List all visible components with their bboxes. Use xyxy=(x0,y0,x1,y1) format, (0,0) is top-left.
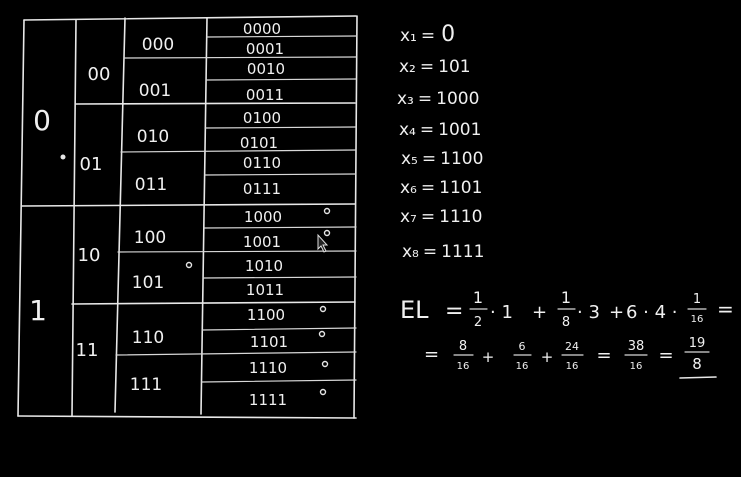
result-numerator: 19 xyxy=(688,336,706,351)
row-divider-level2-b xyxy=(72,302,355,304)
trailing-equals-sign: = xyxy=(717,297,734,321)
code-1110: 1110 xyxy=(248,359,288,377)
column-divider-3 xyxy=(201,18,207,414)
codeword-7: x₇ = 1110 xyxy=(400,207,483,227)
prefix-01: 01 xyxy=(79,154,103,175)
row-divider-level4-e xyxy=(204,227,356,228)
mouse-cursor-icon xyxy=(318,235,327,252)
code-0001: 0001 xyxy=(245,40,285,58)
row-divider-level2-a xyxy=(76,103,355,104)
column-divider-2 xyxy=(115,18,125,412)
row-divider-level1 xyxy=(22,204,355,206)
term3-numerator: 1 xyxy=(692,292,702,307)
prefix-00: 00 xyxy=(87,64,111,85)
code-0101: 0101 xyxy=(239,134,279,152)
code-1111: 1111 xyxy=(248,391,288,409)
prefix-101: 101 xyxy=(131,273,165,293)
table-top-border xyxy=(24,16,356,20)
row-divider-level3-c xyxy=(118,251,356,252)
mark-circle xyxy=(321,307,326,312)
row-divider-level4-f xyxy=(203,277,356,278)
code-1011: 1011 xyxy=(245,281,285,299)
first-bit-1: 1 xyxy=(29,294,47,327)
code-0110: 0110 xyxy=(242,154,282,172)
codeword-list xyxy=(397,22,484,262)
code-1000: 1000 xyxy=(243,208,283,226)
row-divider-level3-d xyxy=(116,352,356,355)
mark-circle xyxy=(187,263,192,268)
code-0111: 0111 xyxy=(242,180,282,198)
codeword-2: x₂ = 101 xyxy=(399,57,471,77)
fraction3-numerator: 24 xyxy=(565,340,579,353)
code-1001: 1001 xyxy=(242,233,282,251)
plus-sign: + xyxy=(532,302,548,323)
prefix-111: 111 xyxy=(129,375,163,395)
mark-circle xyxy=(325,209,330,214)
equation-lhs: EL xyxy=(400,296,429,324)
term3-prefix: 6 · 4 · xyxy=(626,302,678,323)
first-bit-0: 0 xyxy=(33,104,51,137)
code-column xyxy=(240,20,288,409)
term1-numerator: 1 xyxy=(472,288,484,307)
table-right-border xyxy=(354,16,357,418)
row-divider-level4-h xyxy=(202,380,356,382)
equals-sign: = xyxy=(445,299,464,324)
row-divider-level4-b xyxy=(206,79,356,80)
code-0010: 0010 xyxy=(246,60,286,78)
result-underline xyxy=(680,377,716,378)
prefix-100: 100 xyxy=(133,228,167,248)
equation-line-2 xyxy=(424,336,716,378)
prefix-11: 11 xyxy=(75,340,99,361)
fraction2-numerator: 6 xyxy=(518,340,526,353)
term2-denominator: 8 xyxy=(561,315,571,330)
code-1100: 1100 xyxy=(246,306,286,324)
fraction1-numerator: 8 xyxy=(458,339,468,354)
mark-dot xyxy=(61,155,66,160)
equals-sign: = xyxy=(658,345,674,366)
plus-sign: + xyxy=(540,348,554,366)
result-denominator: 8 xyxy=(692,355,702,373)
row-divider-level4-g xyxy=(202,328,356,330)
plus-sign: + xyxy=(609,302,625,323)
plus-sign: + xyxy=(481,348,495,366)
prefix-000: 000 xyxy=(141,35,175,55)
mark-circle xyxy=(323,362,328,367)
equals-sign: = xyxy=(596,345,612,366)
row-divider-level4-c xyxy=(205,127,356,128)
fraction3-denominator: 16 xyxy=(565,361,579,372)
row-divider-level3-a xyxy=(124,57,356,58)
leading-equals-sign: = xyxy=(424,344,440,365)
codeword-8: x₈ = 1111 xyxy=(402,242,485,262)
term3-denominator: 16 xyxy=(690,314,704,325)
row-divider-level4-a xyxy=(207,36,357,37)
chalk-marks xyxy=(61,155,330,395)
fraction2-denominator: 16 xyxy=(515,361,529,372)
code-0000: 0000 xyxy=(242,20,282,38)
codeword-4: x₄ = 1001 xyxy=(399,120,482,140)
code-1101: 1101 xyxy=(249,333,289,351)
mark-circle xyxy=(325,231,330,236)
code-0011: 0011 xyxy=(245,86,285,104)
fraction1-denominator: 16 xyxy=(456,361,470,372)
table-left-border xyxy=(18,20,24,416)
row-divider-level4-d xyxy=(205,174,356,175)
equation-line-1 xyxy=(400,288,734,330)
row-divider-level3-b xyxy=(121,150,356,152)
term2-numerator: 1 xyxy=(560,288,572,307)
codeword-3: x₃ = 1000 xyxy=(397,89,480,109)
prefix-10: 10 xyxy=(77,245,101,266)
codeword-5: x₅ = 1100 xyxy=(401,149,484,169)
prefix-011: 011 xyxy=(134,175,168,195)
code-tree-table xyxy=(18,16,357,418)
fraction4-denominator: 16 xyxy=(629,361,643,372)
code-0100: 0100 xyxy=(242,109,282,127)
code-1010: 1010 xyxy=(244,257,284,275)
prefix-001: 001 xyxy=(138,81,172,101)
prefix-110: 110 xyxy=(131,328,165,348)
mark-circle xyxy=(321,390,326,395)
mark-circle xyxy=(320,332,325,337)
term1-rest: · 1 xyxy=(490,302,513,323)
term1-denominator: 2 xyxy=(473,315,483,330)
fraction4-numerator: 38 xyxy=(627,339,645,354)
codeword-6: x₆ = 1101 xyxy=(400,178,483,198)
table-bottom-border xyxy=(18,416,356,418)
codeword-1: x₁ = 0 xyxy=(400,22,456,47)
prefix-010: 010 xyxy=(136,127,170,147)
term2-rest: · 3 xyxy=(577,302,600,323)
